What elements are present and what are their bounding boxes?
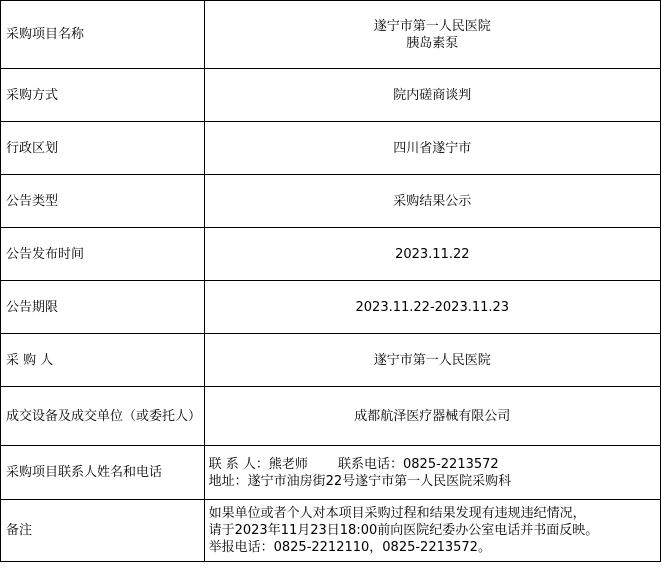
row-label-notice-type: 公告类型: [1, 175, 205, 228]
project-hospital: 遂宁市第一人民医院: [373, 18, 491, 34]
row-label-purchaser: 采 购 人: [1, 334, 205, 387]
row-label-region: 行政区划: [1, 122, 205, 175]
row-value-notice-period: 2023.11.22-2023.11.23: [204, 281, 660, 334]
table-row: [1, 175, 661, 228]
row-label-notice-period: 公告期限: [1, 281, 205, 334]
table-row: [1, 281, 661, 334]
table-row: [1, 334, 661, 387]
table-row: [1, 446, 661, 500]
row-label-publish-time: 公告发布时间: [1, 228, 205, 281]
row-value-project-name: [204, 1, 660, 69]
row-label-winning-supplier: [1, 387, 205, 446]
row-value-method: 院内磋商谈判: [204, 69, 660, 122]
remarks-line-1: 如果单位或者个人对本项目采购过程和结果发现有违规违纪情况，: [208, 506, 586, 521]
row-value-winning-supplier: 成都航泽医疗器械有限公司: [204, 387, 660, 446]
row-value-remarks: [204, 500, 660, 562]
table-row: [1, 387, 661, 446]
row-value-purchaser: 遂宁市第一人民医院: [204, 334, 660, 387]
row-value-notice-type: 采购结果公示: [204, 175, 660, 228]
winning-supplier-label-text: 成交设备及成交单位（或委托人）: [6, 408, 202, 424]
project-item: 胰岛素泵: [406, 35, 459, 51]
row-label-contact: 采购项目联系人姓名和电话: [1, 446, 205, 500]
remarks-line-2: 请于2023年11月23日18:00前向医院纪委办公室电话并书面反映。: [208, 523, 599, 538]
contact-person-phone: 联 系 人：熊老师 联系电话：0825-2213572: [208, 456, 499, 472]
table-row: [1, 500, 661, 562]
row-label-project-name: 采购项目名称: [1, 1, 205, 69]
table-row: [1, 1, 661, 69]
row-value-contact: [204, 446, 660, 500]
contact-address: 地址：遂宁市油房街22号遂宁市第一人民医院采购科: [208, 473, 512, 489]
table-row: [1, 122, 661, 175]
remarks-line-3: 举报电话：0825-2212110，0825-2213572。: [208, 540, 491, 555]
row-label-method: 采购方式: [1, 69, 205, 122]
row-value-region: 四川省遂宁市: [204, 122, 660, 175]
row-value-publish-time: 2023.11.22: [204, 228, 660, 281]
table-row: [1, 69, 661, 122]
row-label-remarks: 备注: [1, 500, 205, 562]
table-row: [1, 228, 661, 281]
